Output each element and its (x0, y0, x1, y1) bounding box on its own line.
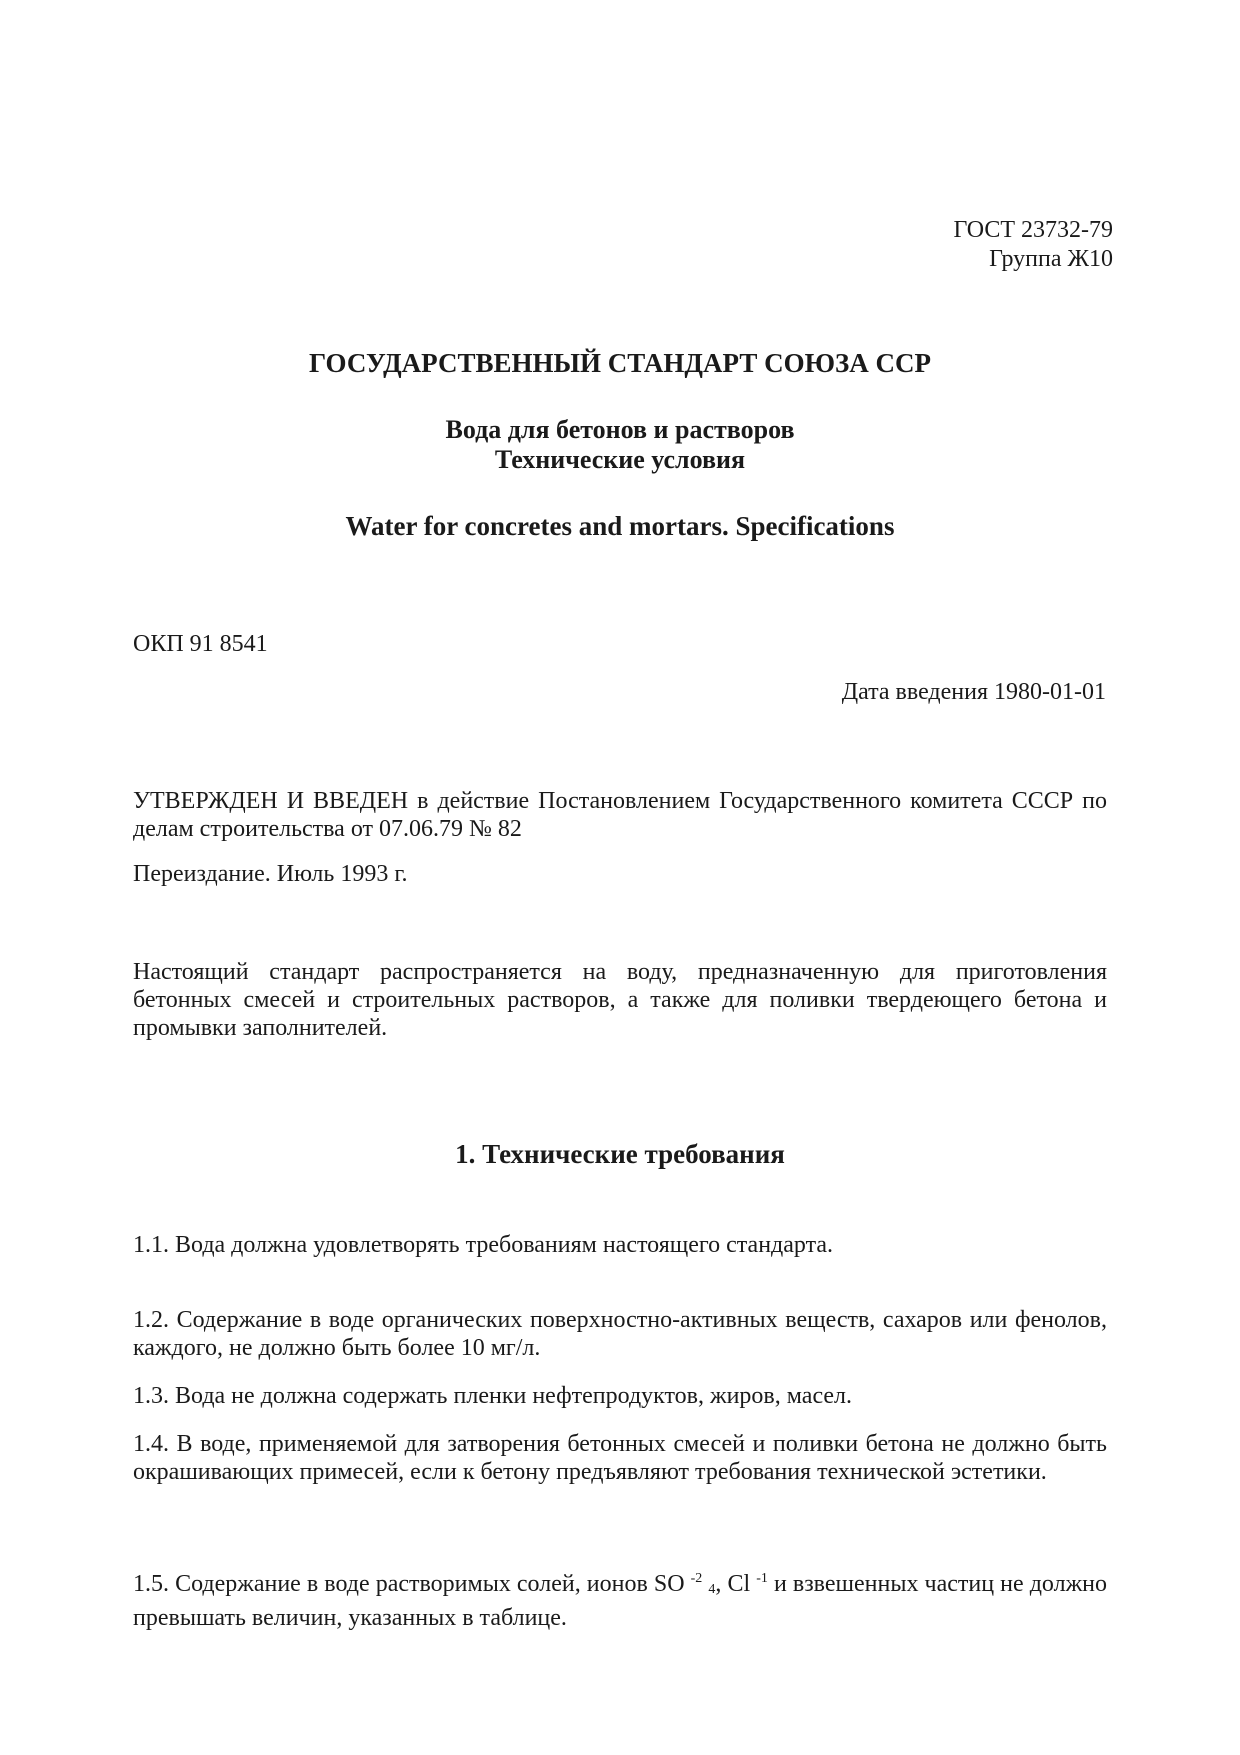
section-heading: 1. Технические требования (455, 1139, 785, 1169)
introduction-date: Дата введения 1980-01-01 (841, 679, 1106, 705)
clause-1-1: 1.1. Вода должна удовлетворять требованиям настоящего стандарта. (133, 1232, 834, 1258)
subtitle-line-2: Технические условия (494, 445, 746, 474)
clause-1-2: 1.2. Содержание в воде органических поверхностно-активных веществ, сахаров или фенолов, каждого, не должно быть более 10 мг/л. (133, 1307, 1107, 1361)
english-title: Water for concretes and mortars. Specifications (345, 511, 895, 541)
okp-code: ОКП 91 8541 (133, 631, 268, 657)
standard-group: Группа Ж10 (989, 246, 1113, 272)
main-title: ГОСУДАРСТВЕННЫЙ СТАНДАРТ СОЮЗА ССР (309, 348, 931, 378)
sulfate-charge: -2 (690, 1571, 703, 1586)
scope-paragraph: Настоящий стандарт распространяется на воду, предназначенную для приготовления бетонных смесей и строительных растворов, а также для поливки твердеющего бетона и промывки заполнителей. (133, 959, 1107, 1041)
chloride-charge: -1 (756, 1571, 768, 1586)
approval-paragraph: УТВЕРЖДЕН И ВВЕДЕН в действие Постановлением Государственного комитета СССР по делам строительства от 07.06.79 № 82 (133, 788, 1107, 842)
document-header (953, 216, 1113, 274)
reissue-note: Переиздание. Июль 1993 г. (133, 861, 408, 887)
sulfate-subscript: 4 (708, 1582, 716, 1597)
clause-1-5-part-1: 1.5. Содержание в воде растворимых солей, ионов SO (133, 1571, 685, 1597)
clause-1-5 (133, 1565, 1107, 1632)
subtitle (0, 415, 1240, 475)
standard-number: ГОСТ 23732-79 (953, 217, 1113, 243)
clause-1-4: 1.4. В воде, применяемой для затворения бетонных смесей и поливки бетона не должно быть окрашивающих примесей, если к бетону предъявляют требования технической эстетики. (133, 1431, 1107, 1485)
clause-1-5-part-2: , Cl (715, 1571, 751, 1597)
subtitle-line-1: Вода для бетонов и растворов (445, 415, 795, 444)
clause-1-3: 1.3. Вода не должна содержать пленки нефтепродуктов, жиров, масел. (133, 1383, 853, 1409)
clause-1-5-part-3: и взвешенных частиц не должно превышать величин, указанных в таблице. (133, 1571, 1108, 1631)
